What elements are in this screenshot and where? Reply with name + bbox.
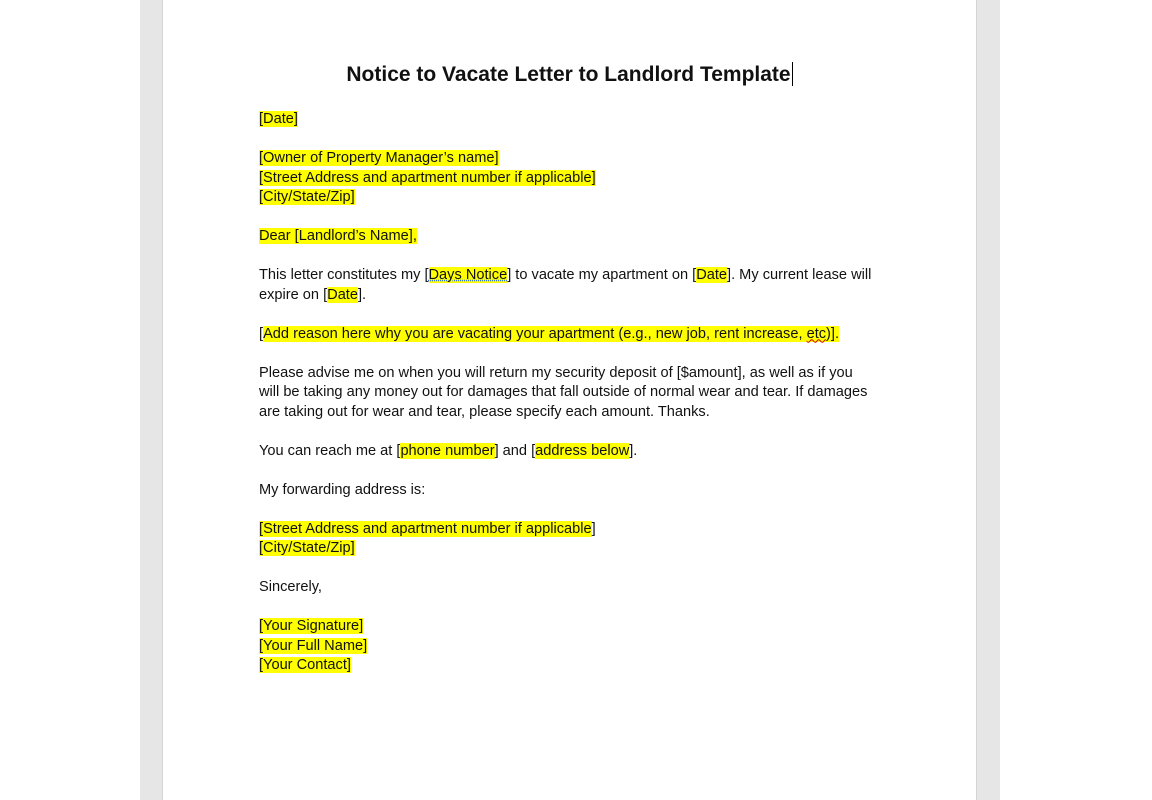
forwarding-label[interactable]: My forwarding address is: [259,481,426,498]
notice-text-3: ]. My current lease will [727,267,872,283]
notice-paragraph-line-1[interactable] [259,266,899,286]
forwarding-close-bracket: ] [591,520,596,537]
spelling-flag-etc[interactable]: etc [806,325,827,342]
forwarding-city[interactable]: [City/State/Zip] [259,540,355,556]
recipient-city[interactable]: [City/State/Zip] [259,189,355,205]
deposit-line-1[interactable]: Please advise me on when you will return my security deposit of [$amount], as well as if you [259,364,853,381]
recipient-street[interactable]: [Street Address and apartment number if applicable] [259,169,596,186]
contact-placeholder[interactable]: [Your Contact] [259,657,351,673]
notice-text-5: ]. [357,286,367,303]
deposit-line-2[interactable]: will be taking any money out for damages that fall outside of normal wear and tear. If damages [259,384,868,400]
document-title[interactable] [163,62,976,87]
reason-line[interactable] [259,325,899,345]
notice-paragraph-line-2[interactable] [259,286,899,306]
full-name-placeholder[interactable]: [Your Full Name] [259,637,368,654]
forwarding-open-bracket: [ [259,520,264,537]
document-page[interactable] [162,0,977,800]
signature-placeholder[interactable]: [Your Signature] [259,618,364,634]
address-placeholder[interactable]: address below [535,442,630,459]
forwarding-street[interactable]: Street Address and apartment number if applicable [263,520,592,537]
lease-expiry-date-placeholder[interactable]: Date [327,286,358,303]
salutation[interactable]: Dear [Landlord’s Name], [259,228,417,244]
notice-text-1: This letter constitutes my [ [259,267,429,283]
reach-text-2: ] and [ [494,442,536,459]
date-placeholder[interactable]: [Date] [259,111,298,127]
reach-text-1: You can reach me at [ [259,442,401,459]
reason-open-bracket: [ [259,325,264,342]
recipient-name[interactable]: [Owner of Property Manager’s name] [259,150,499,166]
title-text[interactable]: Notice to Vacate Letter to Landlord Template [346,63,791,86]
contact-line[interactable] [259,442,899,462]
vacate-date-placeholder[interactable]: Date [696,267,728,283]
phone-placeholder[interactable]: phone number [400,442,495,459]
letter-body[interactable] [259,110,899,676]
reason-close[interactable]: )]. [826,325,840,342]
days-notice-placeholder[interactable]: Days Notice [428,267,508,283]
forwarding-street-line[interactable] [259,520,899,540]
closing[interactable]: Sincerely, [259,579,322,595]
notice-text-2: ] to vacate my apartment on [ [507,267,697,283]
deposit-line-3[interactable]: are taking out for wear and tear, please specify each amount. Thanks. [259,403,710,420]
notice-text-4: expire on [ [259,286,328,303]
reach-text-3: ]. [629,442,638,459]
reason-placeholder[interactable]: Add reason here why you are vacating your apartment (e.g., new job, rent increase, [263,325,807,342]
text-cursor [792,62,793,86]
